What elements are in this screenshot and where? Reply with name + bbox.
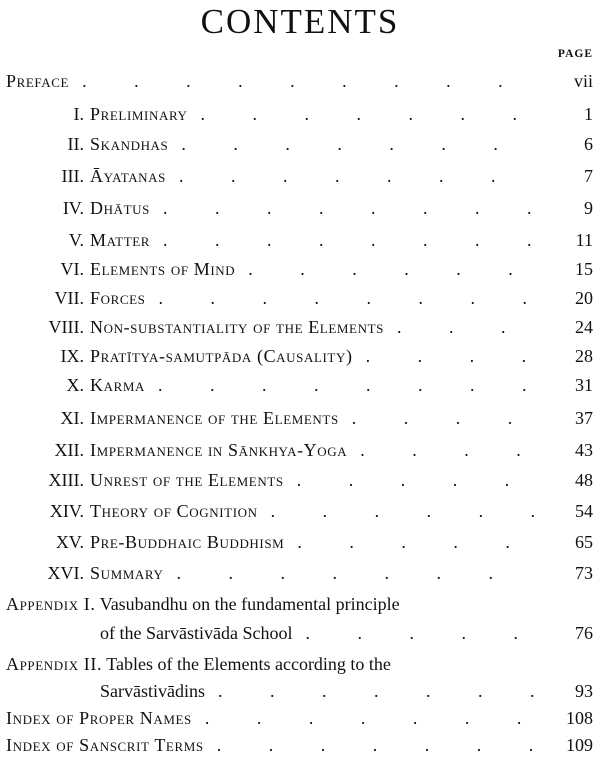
appendix-page: 93 (575, 681, 593, 701)
toc-entry (0, 405, 600, 431)
toc-entry (0, 256, 600, 282)
chapter-number: X. (66, 375, 84, 395)
chapter-number: IX. (60, 346, 84, 366)
toc-entry (0, 498, 600, 524)
chapter-number: XIV. (49, 501, 84, 521)
chapter-title: Summary . (90, 560, 540, 586)
chapter-title: Theory of Cognition . (90, 498, 540, 524)
chapter-page: 73 (575, 563, 593, 583)
page-title: CONTENTS (200, 2, 400, 41)
chapter-title: Karma . (90, 372, 540, 398)
toc-entry (0, 227, 600, 253)
chapter-page: 24 (575, 317, 593, 337)
chapter-page: 9 (584, 198, 593, 218)
toc-entry (0, 101, 600, 127)
chapter-page: 28 (575, 346, 593, 366)
toc-index-entry (0, 732, 600, 758)
chapter-number: IV. (62, 198, 84, 218)
toc-entry (0, 372, 600, 398)
toc-appendix-1-cont (0, 620, 600, 646)
index-page: 109 (566, 735, 593, 755)
chapter-number: II. (67, 134, 84, 154)
toc-entry (0, 163, 600, 189)
appendix-page: 76 (575, 623, 593, 643)
chapter-number: VI. (60, 259, 84, 279)
toc-entry (0, 437, 600, 463)
toc-entry (0, 343, 600, 369)
chapter-number: XI. (60, 408, 84, 428)
appendix-title-line2: Sarvāstivādins . (100, 678, 540, 704)
chapter-number: VII. (54, 288, 84, 308)
chapter-page: 31 (575, 375, 593, 395)
chapter-title: Skandhas . (90, 131, 540, 157)
chapter-number: XII. (54, 440, 84, 460)
appendix-label: Appendix II. (6, 654, 103, 674)
appendix-label: Appendix I. (6, 594, 96, 614)
chapter-title: Impermanence in Sānkhya-Yoga . (90, 437, 540, 463)
chapter-page: 15 (575, 259, 593, 279)
chapter-page: 37 (575, 408, 593, 428)
chapter-page: 54 (575, 501, 593, 521)
chapter-number: XIII. (48, 470, 84, 490)
appendix-title-line1: Vasubandhu on the fundamental principle (99, 594, 400, 614)
toc-index-entry (0, 705, 600, 731)
chapter-page: 7 (584, 166, 593, 186)
toc-entry (0, 467, 600, 493)
toc-appendix-2 (0, 651, 600, 677)
toc-entry (0, 131, 600, 157)
chapter-page: 1 (584, 104, 593, 124)
chapter-title: Non-substantiality of the Elements . (90, 314, 540, 340)
chapter-title: Preliminary . (90, 101, 540, 127)
toc-entry (0, 195, 600, 221)
index-page: 108 (566, 708, 593, 728)
toc-appendix-1 (0, 591, 600, 617)
chapter-number: III. (61, 166, 84, 186)
page-column-header: PAGE (557, 48, 593, 60)
chapter-page: 48 (575, 470, 593, 490)
appendix-title-line2: of the Sarvāstivāda School . (100, 620, 540, 646)
chapter-title: Impermanence of the Elements . (90, 405, 540, 431)
chapter-title: Unrest of the Elements . (90, 467, 540, 493)
chapter-number: XV. (55, 532, 84, 552)
toc-entry (0, 529, 600, 555)
index-title: Index of Proper Names . (6, 705, 540, 731)
chapter-page: 43 (575, 440, 593, 460)
appendix-title-line1: Tables of the Elements according to the (106, 654, 391, 674)
chapter-page: 6 (584, 134, 593, 154)
toc-entry-page: vii (573, 71, 593, 91)
chapter-number: VIII. (48, 317, 84, 337)
chapter-page: 11 (575, 230, 593, 250)
chapter-title: Pratītya-samutpāda (Causality) . (90, 343, 540, 369)
chapter-title: Pre-Buddhaic Buddhism . (90, 529, 540, 555)
toc-entry (0, 285, 600, 311)
toc-entry-preface (0, 68, 600, 94)
chapter-page: 20 (575, 288, 593, 308)
toc-entry (0, 560, 600, 586)
toc-appendix-2-cont (0, 678, 600, 704)
chapter-title: Dhātus . (90, 195, 540, 221)
chapter-title: Forces . (90, 285, 540, 311)
index-title: Index of Sanscrit Terms . (6, 732, 540, 758)
toc-entry-title: Preface . (6, 68, 540, 94)
chapter-number: V. (68, 230, 84, 250)
chapter-title: Āyatanas . (90, 163, 540, 189)
toc-entry (0, 314, 600, 340)
chapter-title: Matter . (90, 227, 540, 253)
chapter-number: XVI. (47, 563, 84, 583)
chapter-number: I. (73, 104, 84, 124)
chapter-page: 65 (575, 532, 593, 552)
chapter-title: Elements of Mind . (90, 256, 540, 282)
